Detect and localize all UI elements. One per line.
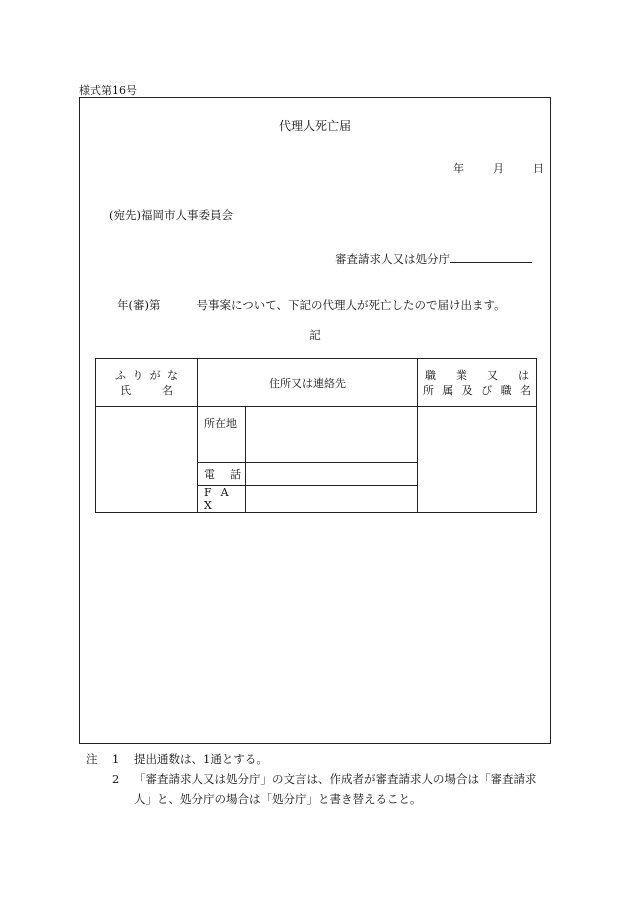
header-furigana-name xyxy=(96,359,198,407)
header-address: 住所又は連絡先 xyxy=(198,359,418,407)
form-number: 様式第16号 xyxy=(79,84,137,97)
note-item-1: 注 1 提出通数は、1通とする。 xyxy=(86,749,537,769)
addressee: (宛先)福岡市人事委員会 xyxy=(109,208,233,222)
requester-blank[interactable] xyxy=(450,251,532,263)
name-entry-cell[interactable] xyxy=(96,407,198,513)
fax-entry-cell[interactable] xyxy=(246,486,418,513)
note-item-2-continued: 人」と、処分庁の場合は「処分庁」と書き替えること。 xyxy=(134,792,422,806)
notes xyxy=(86,749,537,809)
agent-table xyxy=(95,358,537,513)
statement-part2: 号事案について、下記の代理人が死亡したので届け出ます。 xyxy=(196,298,506,312)
date-month: 月 xyxy=(493,162,504,175)
date-day: 日 xyxy=(533,162,544,175)
job-entry-cell[interactable] xyxy=(418,407,537,513)
header-job: 職 業 又 は 所 属 及 び 職 名 xyxy=(418,359,537,407)
requester-label: 審査請求人又は処分庁 xyxy=(335,252,450,266)
ki-heading: 記 xyxy=(309,328,321,342)
location-entry-cell[interactable] xyxy=(246,407,418,463)
phone-label: 電 話 xyxy=(198,463,246,486)
date-year: 年 xyxy=(453,162,464,175)
document-title: 代理人死亡届 xyxy=(278,119,351,133)
notes-label: 注 xyxy=(86,752,98,766)
header-name: 氏 名 xyxy=(120,383,173,397)
phone-entry-cell[interactable] xyxy=(246,463,418,486)
location-label: 所在地 xyxy=(198,407,246,463)
statement xyxy=(117,297,506,313)
date-line xyxy=(453,160,544,176)
note-item-2: 2 「審査請求人又は処分庁」の文言は、作成者が審査請求人の場合は「審査請求 xyxy=(112,772,537,786)
requester-line xyxy=(335,251,532,267)
header-furigana: ふ り が な xyxy=(115,368,178,382)
fax-label: F AX xyxy=(198,486,246,513)
statement-part1: 年(審)第 xyxy=(117,298,161,312)
